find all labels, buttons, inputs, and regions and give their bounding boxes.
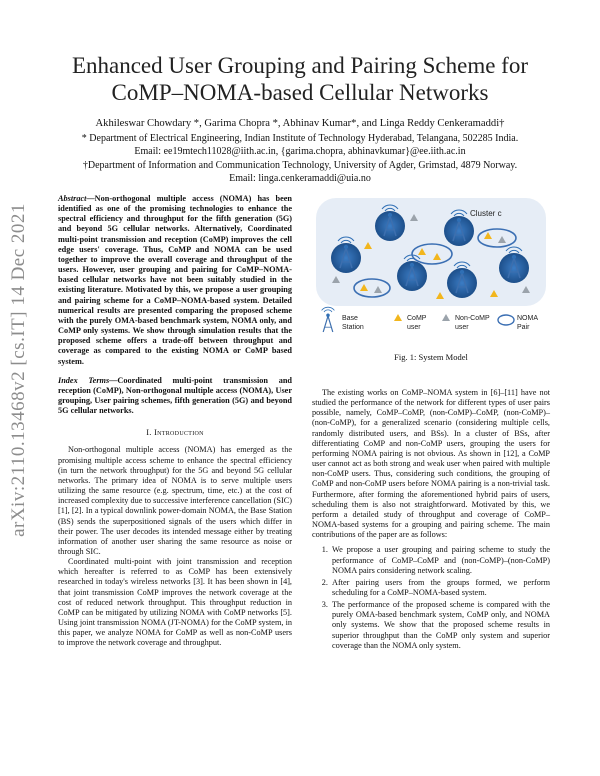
email-2: Email: linga.cenkeramaddi@uia.no (229, 173, 371, 184)
figure-caption: Fig. 1: System Model (394, 352, 468, 362)
index-terms-label: Index Terms (58, 375, 110, 385)
paper-title: Enhanced User Grouping and Pairing Scheme for CoMP–NOMA-based Cellular Networks (71, 53, 529, 105)
cluster-label: Cluster c (470, 209, 502, 218)
intro-paragraph-1: Non-orthogonal multiple access (NOMA) has emerged as the promising multiple access scheme to enhance the spectral efficiency (in turn the network throughput) for the 5G and beyond 5G cellular networks. The primary idea of NOMA is to serve multiple users utilizing the same resource (e.g. spectrum, time, etc.) at the cost of increased complexity due to successive interference cancellation (SIC) [1], [2]. In a typical downlink power-domain NOMA, the Base Station (BS) sends the superpositioned signals of the users which differ in their power. The user decodes its intended message either by treating information of another user sharing the same resource as noise or through SIC. (58, 445, 292, 556)
legend-comp-user: CoMP user (407, 315, 427, 331)
legend-noncomp-user: Non-CoMP user (455, 315, 490, 331)
abstract-text: —Non-orthogonal multiple access (NOMA) has been identified as one of the promising technologies to enhance the spectral efficiency and throughput for the fifth generation (5G) and beyond 5G cellular networks. Alternatively, Coordinated multi-point transmission and reception (CoMP) improves the cell edge users' coverage. Thus, CoMP and NOMA can be used together to improve the overall coverage and throughput of the users. However, user grouping and pairing for CoMP–NOMA-based cellular networks have not been suitably studied in the existing literature. Motivated by this, we propose a user grouping and pairing scheme for a CoMP–NOMA-based system. Detailed numerical results are presented comparing the proposed scheme with the purely OMA-based benchmark system, NOMA only, and CoMP only systems. We show through simulation results that the proposed scheme offers a trade-off between throughput and coverage as compared to the existing NOMA or CoMP based system. (58, 194, 292, 366)
abstract (58, 194, 292, 367)
email-1: Email: ee19mtech11028@iith.ac.in, {garima.chopra, abhinavkumar}@ee.iith.ac.in (134, 146, 466, 157)
contribution-item: 2. After pairing users from the groups formed, we perform scheduling for a CoMP–NOMA-based system. (330, 578, 550, 598)
contribution-item: 1. We propose a user grouping and pairing scheme to study the performance of CoMP–CoMP and (non-CoMP)–(non-CoMP) NOMA pairs considering network scaling. (330, 545, 550, 575)
legend-comp-user-icon (394, 314, 402, 321)
left-column (58, 194, 292, 649)
system-model-figure (312, 196, 550, 346)
arxiv-identifier: arXiv:2110.13468v2 [cs.IT] 14 Dec 2021 (8, 203, 29, 537)
legend-noma-pair-icon (498, 315, 514, 325)
author-block (40, 117, 560, 186)
contribution-item: 3. The performance of the proposed scheme is compared with the purely OMA-based benchmark system, CoMP only, and NOMA only systems. We show that the proposed scheme results in superior throughput than the CoMP only system and superior coverage than the NOMA only system. (330, 600, 550, 651)
index-terms (58, 376, 292, 417)
contributions-list (312, 545, 550, 651)
legend-base-station: Base Station (342, 315, 364, 331)
index-terms-text: —Coordinated multi-point transmission and reception (CoMP), Non-orthogonal multiple access (NOMA), User grouping, User pairing schemes, fifth generation (5G) and beyond 5G cellular networks. (58, 375, 292, 416)
affiliation-1: * Department of Electrical Engineering, Indian Institute of Technology Hyderabad, Telangana, 502285 India. (81, 132, 519, 144)
right-paragraph-1: The existing works on CoMP–NOMA system in [6]–[11] have not studied the performance of the network for different types of user pairs possible, namely, CoMP–CoMP, (non-CoMP)–CoMP, (non-CoMP)–(non-CoMP), for a generalized scenario (considering multiple cells, randomly distributed users, and BSs). In a cluster of BSs, after differentiating CoMP and non-CoMP users, grouping the users for performing NOMA pairing is not obvious. As shown in [12], a CoMP user cannot act as both strong and weak user when paired with multiple non-CoMP users. Thus, considering such conditions, the grouping of CoMP and non-CoMP users before NOMA pairing is a non-trivial task. Furthermore, after forming the aforementioned hybrid pairs of users, scheduling them is also not straightforward. Motivated by this, we perform a detailed study of throughput and coverage of CoMP–NOMA-based systems for a grouping and pairing scheme. The main contributions of the paper are as follows: (312, 388, 550, 540)
affiliation-2: †Department of Information and Communication Technology, University of Agder, Grimstad, 4879 Norway. (82, 159, 518, 171)
legend-noncomp-user-icon (442, 314, 450, 321)
figure-legend (322, 307, 539, 332)
author-names: Akhileswar Chowdary *, Garima Chopra *, Abhinav Kumar*, and Linga Reddy Cenkeramaddi† (95, 118, 505, 129)
section-heading-introduction: I. Introduction (146, 428, 204, 438)
intro-paragraph-2: Coordinated multi-point with joint transmission and reception which hereafter is referred to as CoMP has been extensively researched in today's wireless networks [3]. It has been shown in [4], that joint transmission CoMP improves the network coverage at the cost of reduced network throughput. This throughput reduction in CoMP can be mitigated by utilizing NOMA with CoMP networks [5]. Using joint transmission NOMA (JT-NOMA) for the CoMP system, in this paper, we analyze NOMA for CoMP as well as non-CoMP users to improve the network coverage and throughput. (58, 557, 292, 648)
abstract-label: Abstract (58, 194, 87, 203)
right-column (312, 388, 550, 653)
legend-noma-pair: NOMA Pair (517, 315, 538, 331)
